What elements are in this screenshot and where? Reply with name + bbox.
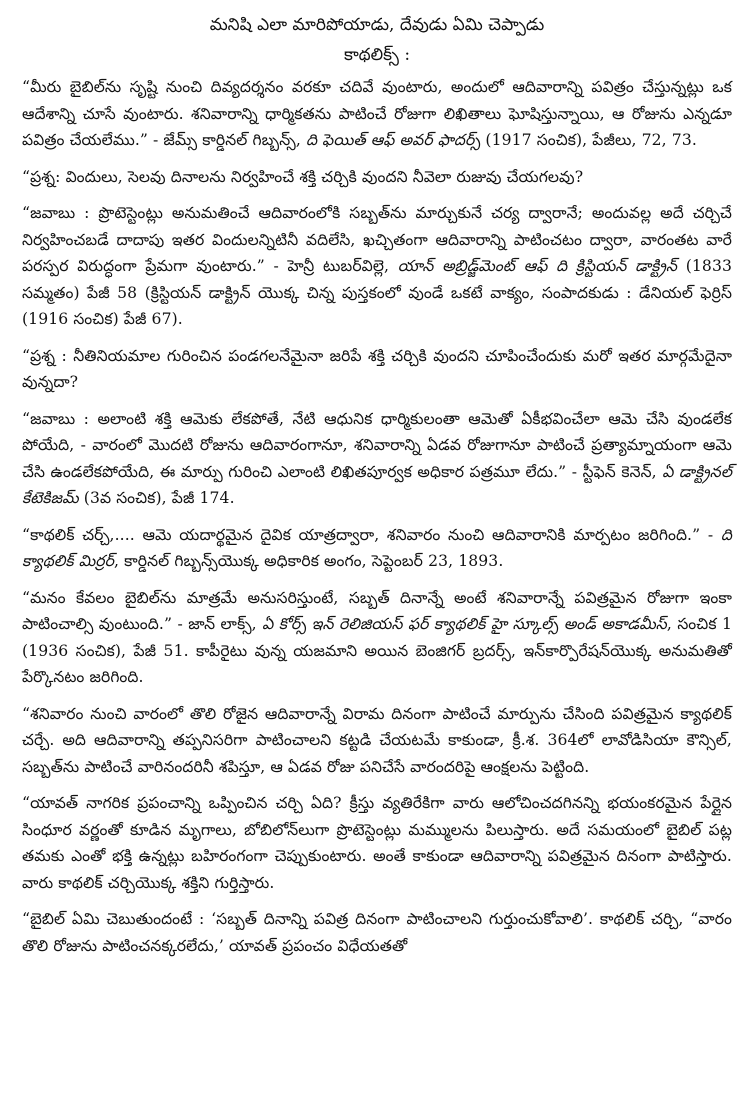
paragraph-text: “కాథలిక్ చర్చ్,.... ఆమె యదార్థమైన దైవిక యాత్రద్వారా, శనివారం నుంచి ఆదివారానికి మార్పటం జరిగింది.” -: [22, 525, 721, 544]
paragraph-text: “యావత్ నాగరిక ప్రపంచాన్ని ఒప్పించిన చర్చి ఏది? క్రీస్తు వ్యతిరేకిగా వారు ఆలోచించదగినన్ని భయంకరమైన పేర్లైన సింధూర వర్ణంతో కూడిన మృగాలు, బోబిలోన్‌లుగా ప్రొటెస్టెంట్లు మమ్ములను పిలుస్తారు. అదే సమయంలో బైబిల్ పట్ల తమకు ఎంతో భక్తి ఉన్నట్లు బహిరంగంగా చెప్పుకుంటారు. అంతే కాకుండా ఆదివారాన్ని పవిత్రమైన దినంగా పాటిస్తారు. వారు కాథలిక్ చర్చియొక్క శక్తిని గుర్తిస్తారు.: [22, 794, 732, 892]
paragraph-10: [22, 906, 732, 959]
page-title: మనిషి ఎలా మారిపోయాడు, దేవుడు ఏమి చెప్పాడు: [209, 15, 545, 35]
paragraph-text: “మనం కేవలం బైబిల్‌ను మాత్రమే అనుసరిస్తుంటే, సబ్బత్ దినాన్నే అంటే శనివారాన్నే పవిత్రమైన రోజుగా ఇంకా పాటించాల్సి వుంటుంది.” - జాన్ లాక్స్,: [22, 588, 732, 633]
paragraph-text: “ప్రశ్న: విందులు, సెలవు దినాలను నిర్వహించే శక్తి చర్చికి వుందని నీవెలా రుజువు చేయగలవు?: [22, 167, 584, 186]
paragraph-text: , కార్డినల్ గిబ్బన్స్‌యొక్క అధికారిక అంగం, సెప్టెంబర్ 23, 1893.: [114, 552, 504, 570]
paragraph-text: “జవాబు : ప్రొటెస్టెంట్లు అనుమతించే ఆదివారంలోకి సబ్బత్‌ను మార్చుకునే చర్య ద్వారానే; అందువల్ల అదే చర్చిచే నిర్వహించబడే దాదాపు ఇతర విందులన్నిటినీ వదిలేసి, ఖచ్చితంగా ఆదివారాన్ని పాటించటం ద్వారా, వారంతట వారే పరస్పర విరుద్ధంగా ప్రేమగా వుంటారు.” - హెన్రీ టుబర్‌విల్లె,: [22, 204, 732, 275]
citation-title: ది క్యాథలిక్ మిర్రర్: [22, 525, 732, 570]
paragraph-text: “బైబిల్ ఏమి చెబుతుందంటే : ‘సబ్బత్ దినాన్ని పవిత్ర దినంగా పాటించాలని గుర్తుంచుకోవాలి’. కాథలిక్ చర్చి, “వారం తొలి రోజును పాటించనక్కరలేదు,’ యావత్ ప్రపంచం విధేయతతో: [22, 910, 732, 955]
paragraph-1: [22, 74, 732, 154]
paragraph-text: (3వ సంచిక), పేజీ 174.: [78, 489, 235, 507]
paragraph-text: “మీరు బైబిల్‌ను సృష్టి నుంచి దివ్యదర్శనం వరకూ చదివే వుంటారు, అందులో ఆదివారాన్ని పవిత్రం చేస్తున్నట్లు ఒక ఆదేశాన్ని చూసే వుంటారు. శనివారాన్ని ధార్మికతను పాటించే రోజుగా లిఖితాలు ఘోషిస్తున్నాయి, ఆ రోజును ఎన్నడూ పవిత్రం చేయలేము.” - జేమ్స్ కార్డినల్ గిబ్బన్స్,: [22, 78, 732, 149]
paragraph-5: [22, 406, 732, 512]
citation-title: ది ఫెయిత్ ఆఫ్ అవర్ ఫాదర్స్: [305, 131, 481, 149]
paragraph-text: (1917 సంచిక), పేజీలు, 72, 73.: [480, 131, 697, 149]
paragraph-4: [22, 343, 732, 396]
paragraph-2: [22, 164, 732, 191]
paragraph-text: , సంచిక 1 (1936 సంచిక), పేజీ 51. కాపీరైటు వున్న యజమాని అయిన బెంజిగర్ బ్రదర్స్, ఇన్‌కార్పొరేషన్‌యొక్క అనుమతితో పేర్కొనటం జరిగింది.: [22, 615, 733, 686]
paragraph-3: [22, 200, 732, 333]
paragraph-7: [22, 585, 732, 691]
paragraph-9: [22, 790, 732, 896]
paragraph-text: “ప్రశ్న : నీతినియమాల గురించిన పండగలనేమైనా జరిపే శక్తి చర్చికి వుందని చూపించేందుకు మరో ఇతర మార్గమేదైనా వున్నదా?: [22, 346, 732, 391]
section-heading: కాథలిక్స్ :: [343, 45, 411, 65]
citation-title: ఏ కోర్స్ ఇన్ రెలిజియస్ ఫర్ క్యాథలిక్ హై స్కూల్స్ అండ్ అకాడమీస్: [262, 615, 667, 633]
paragraph-text: “జవాబు : అలాంటి శక్తి ఆమెకు లేకపోతే, నేటి ఆధునిక ధార్మికులంతా ఆమెతో ఏకీభవించేలా ఆమె చేసి వుండలేక పోయేది, - వారంలో మొదటి రోజును ఆదివారంగానూ, శనివారాన్ని ఏడవ రోజుగానూ పాటించే ప్రత్యామ్నాయంగా ఆమె చేసి ఉండలేకపోయేది, ఈ మార్పు గురించి ఎలాంటి లిఖితపూర్వక అధికార పత్రమూ లేదు.” - స్టీఫెన్ కెనెన్,: [22, 409, 732, 481]
citation-title: యాన్ అబ్రిడ్జ్‌మెంట్ ఆఫ్ ది క్రిస్టియన్ డాక్ట్రిన్: [397, 257, 678, 275]
paragraph-text: “శనివారం నుంచి వారంలో తొలి రోజైన ఆదివారాన్నే విరామ దినంగా పాటించే మార్పును చేసింది పవిత్రమైన క్యాథలిక్ చర్చే. అది ఆదివారాన్ని తప్పనిసరిగా పాటించాలని కట్టడి చేయటమే కాకుండా, క్రీ.శ. 364లో లావోడిసియా కౌన్సిల్, సబ్బత్‌ను పాటించే వారినందరినీ శపిస్తూ, ఆ ఏడవ రోజు పనిచేసే వారందరిపై ఆంక్షలను పెట్టింది.: [22, 704, 732, 776]
paragraph-8: [22, 701, 732, 781]
paragraph-text: (1833 సమ్మతం) పేజీ 58 (క్రిస్టియన్ డాక్ట్రిన్ యొక్క చిన్న పుస్తకంలో వుండే ఒకటే వాక్యం, సంపాదకుడు : డేనియల్ ఫెర్రిస్ (1916 సంచిక) పేజీ 67).: [22, 257, 732, 328]
citation-title: ఏ డాక్ట్రినల్ కేటెకిజమ్: [22, 462, 732, 507]
paragraph-6: [22, 522, 732, 575]
